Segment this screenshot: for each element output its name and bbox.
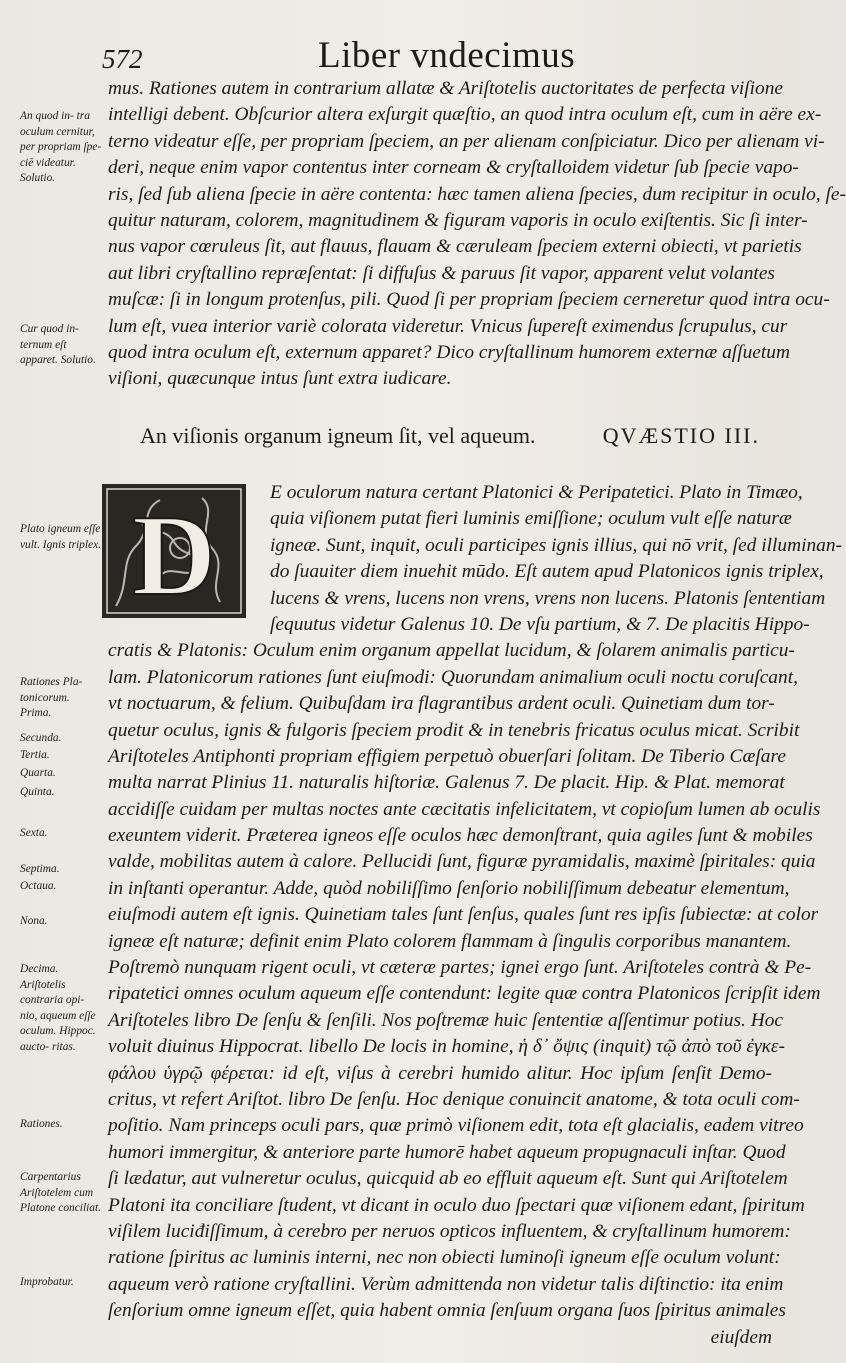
- margin-note: An quod in- tra oculum cernitur, per propriam ſpe- ciē videatur. Solutio.: [20, 110, 102, 184]
- text-line: vt noctuarum, & felium. Quibuſdam ira flagrantibus ardent oculi. Quinetiam dum tor-: [108, 693, 775, 715]
- text-line: poſitio. Nam princeps oculi pars, quæ primò viſionem edit, tota eſt glacialis, eadem vitreo: [108, 1115, 804, 1137]
- text-line: eiuſmodi autem eſt ignis. Quinetiam tales ſunt ſenſus, quales ſunt res ipſis ſubiectæ: at color: [108, 904, 819, 926]
- text-block-continuation: [108, 76, 846, 393]
- text-line: quod intra oculum eſt, externum apparet? Dico cryſtallinum humorem externæ aſſuetum: [108, 341, 790, 363]
- text-line: ſequutus videtur Galenus 10. De vſu partium, & 7. De placitis Hippo-: [270, 613, 810, 635]
- text-line: Ariſtoteles libro De ſenſu & ſenſili. Nos poſtremæ huic ſententiæ aſſentimur potius. Hoc: [108, 1009, 784, 1031]
- question-heading: [140, 423, 760, 455]
- margin-note: Decima. Ariſtotelis contraria opi- nio, aqueum eſſe oculum. Hippoc. aucto- ritas.: [20, 963, 96, 1053]
- text-line: lucens & vrens, lucens non vrens, vrens non lucens. Platonis ſententiam: [270, 587, 826, 609]
- text-line: cratis & Platonis: Oculum enim organum appellat lucidum, & ſolarem animalis particu-: [108, 640, 795, 662]
- text-line: igneæ. Sunt, inquit, oculi participes ignis illius, qui nō vrit, ſed illuminan-: [270, 534, 843, 556]
- text-line: humori immergitur, & anteriore parte humorē habet aqueum propugnaculi inſtar. Quod: [108, 1141, 786, 1163]
- text-line: do ſuauiter diem inuehit mūdo. Eſt autem apud Platonicos ignis triplex,: [270, 561, 824, 583]
- margin-note: Cur quod in- ternum eſt apparet. Solutio.: [20, 323, 96, 366]
- text-line: ris, ſed ſub aliena ſpecie in aëre contenta: hæc tamen aliena ſpecies, dum recipitur in oculo, ſe-: [108, 183, 846, 205]
- margin-note: Tertia.: [20, 749, 50, 761]
- text-line: Platoni ita conciliare ſtudent, vt dicant in oculo duo ſpectari quæ viſionem edant, ſpiritum: [108, 1194, 805, 1216]
- page-header: [0, 32, 800, 80]
- text-line: aqueum verò ratione cryſtallini. Verùm admittenda non videtur talis diſtinctio: ita enim: [108, 1273, 784, 1295]
- margin-note: Septima.: [20, 863, 60, 875]
- catchword: eiuſdem: [710, 1326, 772, 1348]
- text-line: muſcæ: ſi in longum protenſus, pili. Quod ſi per propriam ſpeciem cerneretur quod intra ocu-: [108, 289, 830, 311]
- text-line: Ariſtoteles Antiphonti propriam effigiem perpetuò obuerſari ſolitam. De Tiberio Cæſare: [108, 745, 786, 767]
- text-line: ripatetici omnes oculum aqueum eſſe contendunt: legite quæ contra Platonicos ſcripſit idem: [108, 983, 821, 1005]
- text-line: quitur naturam, colorem, magnitudinem & figuram vaporis in oculo exiſtentis. Sic ſi inter-: [108, 209, 808, 231]
- text-line: φάλου ὑγρῷ φέρεται: id eſt, viſus à cerebri humido alitur. Hoc ipſum ſenſit Demo-: [108, 1062, 772, 1084]
- margin-note: Rationes Pla- tonicorum. Prima.: [20, 676, 83, 719]
- text-line: multa narrat Plinius 11. naturalis hiſtoriæ. Galenus 7. De placit. Hip. & Plat. memorat: [108, 772, 785, 794]
- page-number: 572: [102, 44, 143, 74]
- text-line: critus, vt refert Ariſtot. libro De ſenſu. Hoc denique conuincit anatome, & tota oculi com-: [108, 1088, 800, 1110]
- text-line: mus. Rationes autem in contrarium allatæ & Ariſtotelis auctoritates de perfecta viſione: [108, 78, 784, 99]
- margin-note: Quarta.: [20, 767, 56, 779]
- text-line: intelligi debent. Obſcurior altera exſurgit quæſtio, an quod intra oculum eſt, cum in aëre ex-: [108, 104, 822, 126]
- text-line: terno videatur eſſe, per propriam ſpeciem, an per alienam conſpiciatur. Dico per alienam vi-: [108, 130, 825, 152]
- text-line: valde, mobilitas autem à calore. Pellucidi ſunt, figuræ pyramidalis, maximè ſpiritales: quia: [108, 851, 816, 873]
- margin-note: Secunda.: [20, 732, 62, 744]
- margin-note: Carpentarius Ariſtotelem cum Platone conciliat.: [20, 1171, 101, 1214]
- text-line: quia viſionem putat fieri luminis emiſſione; oculum vult eſſe naturæ: [270, 508, 792, 530]
- text-line: accidiſſe cuidam per multas noctes ante cæcitatis infelicitatem, vt copioſum lumen ab oculis: [108, 798, 821, 820]
- text-block-question: [108, 480, 843, 1351]
- text-line: ratione ſpiritus ac luminis interni, nec non obiecti luminoſi igneum eſſe oculum volunt:: [108, 1247, 781, 1269]
- text-line: ſi lædatur, aut vulneretur oculus, quicquid ab eo effluit aqueum eſt. Sunt qui Ariſtotelem: [108, 1168, 788, 1190]
- text-line: quetur oculus, ignis & fulgoris ſpeciem prodit & in tenebris fricatus oculus micat. Scribit: [108, 719, 800, 741]
- text-line: voluit diuinus Hippocrat. libello De locis in homine, ἡ δ᾽ ὄψις (inquit) τῷ ἀπὸ τοῦ ἐγκε-: [108, 1036, 786, 1058]
- margin-note: Nona.: [20, 915, 48, 927]
- text-line: ſenſorium omne igneum eſſet, quia habent omnia ſenſuum organa ſuos ſpiritus animales: [108, 1300, 786, 1322]
- margin-note: Quinta.: [20, 786, 55, 798]
- question-label: QVÆSTIO III.: [602, 423, 760, 448]
- text-line: Poſtremò nunquam rigent oculi, vt cæteræ partes; ignei ergo ſunt. Ariſtoteles contrà & Pe-: [108, 957, 812, 979]
- text-line: lam. Platonicorum rationes ſunt eiuſmodi: Quorundam animalium oculi noctu coruſcant,: [108, 666, 798, 688]
- text-line: lum eſt, vuea interior variè colorata videretur. Vnicus ſupereſt eximendus ſcrupulus, cur: [108, 315, 788, 337]
- initial-letter: D: [132, 492, 216, 620]
- question-title: An viſionis organum igneum ſit, vel aqueum.: [140, 423, 536, 448]
- text-line: nus vapor cœruleus ſit, aut flauus, flauam & cæruleam ſpeciem externi obiecti, vt parietis: [108, 236, 802, 258]
- text-line: viſioni, quæcunque intus ſunt extra iudicare.: [108, 368, 452, 390]
- running-title: Liber vndecimus: [318, 35, 576, 76]
- margin-note: Improbatur.: [20, 1276, 74, 1288]
- margin-note: Rationes.: [20, 1118, 63, 1130]
- margin-note: Sexta.: [20, 827, 48, 839]
- text-line: viſilem luciđiſſimum, à cerebro per neruos opticos influentem, & cryſtallinum humorem:: [108, 1220, 791, 1242]
- text-line: in inſtanti operantur. Adde, quòd nobiliſſimo ſenſorio nobiliſſimum debeatur elementum,: [108, 877, 790, 899]
- text-line: exeuntem viderit. Præterea igneos eſſe oculos hæc demonſtrant, quia agiles ſunt & mobiles: [108, 825, 813, 847]
- text-line: E oculorum natura certant Platonici & Peripatetici. Plato in Timæo,: [270, 482, 803, 503]
- text-line: aut libri cryſtallino repræſentat: ſi diffuſus & paruus ſit vapor, apparent velut volantes: [108, 262, 775, 284]
- margin-note: Octaua.: [20, 880, 57, 892]
- text-line: igneæ eſt naturæ; definit enim Plato colorem flammam à ſingulis corporibus manantem.: [108, 930, 792, 952]
- margin-note: Plato igneum eſſe vult. Ignis triplex.: [20, 523, 101, 551]
- margin-notes: [0, 0, 100, 1363]
- text-line: deri, neque enim vapor contentus inter corneam & cryſtalloidem videtur ſub ſpecie vapo-: [108, 157, 799, 179]
